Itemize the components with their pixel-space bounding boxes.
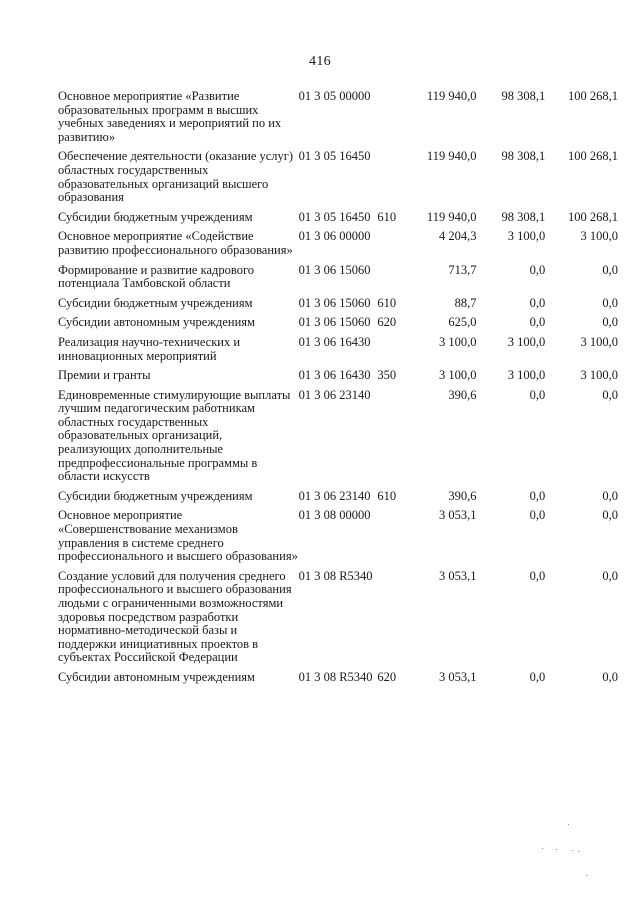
table-row (58, 90, 618, 150)
table-row (58, 211, 618, 231)
budget-table (58, 90, 618, 691)
row-amount-year2: 0,0 (529, 488, 546, 503)
row-code: 01 3 06 15060 (298, 315, 371, 330)
row-code: 01 3 08 R5340 (298, 568, 373, 583)
row-expense-type (377, 150, 399, 210)
row-amount-year3: 0,0 (602, 488, 618, 503)
row-amount-year1: 3 100,0 (438, 334, 477, 349)
row-code: 01 3 08 00000 (298, 508, 371, 523)
table-row (58, 509, 618, 569)
row-expense-type (377, 509, 399, 569)
row-code: 01 3 05 16450 (298, 209, 371, 224)
row-amount-year2: 98 308,1 (501, 149, 546, 164)
table-row (58, 671, 618, 691)
row-name: Создание условий для получения среднего профессионального и высшего образования людьми с ограниченными возможностями здоровья посредством разработки нормативно-методической базы и поддержки инициативных проектов в субъектах Российской Федерации (58, 568, 292, 665)
row-amount-year1: 3 053,1 (438, 669, 477, 684)
row-amount-year2: 3 100,0 (507, 229, 546, 244)
row-expense-type (377, 90, 399, 150)
row-amount-year3: 3 100,0 (580, 334, 618, 349)
row-amount-year3: 0,0 (602, 508, 618, 523)
row-code: 01 3 06 16430 (298, 334, 371, 349)
row-amount-year3: 100 268,1 (568, 209, 618, 224)
row-expense-type: 610 (377, 488, 397, 503)
row-amount-year1: 119 940,0 (426, 209, 477, 224)
row-amount-year3: 0,0 (602, 568, 618, 583)
table-row (58, 316, 618, 336)
row-name: Основное мероприятие «Совершенствование механизмов управления в системе среднего профессионального и высшего образования» (58, 508, 298, 564)
row-code: 01 3 05 16450 (298, 149, 371, 164)
row-amount-year1: 713,7 (448, 262, 477, 277)
table-row (58, 297, 618, 317)
row-amount-year1: 4 204,3 (438, 229, 477, 244)
row-code: 01 3 06 15060 (298, 295, 371, 310)
row-amount-year2: 3 100,0 (507, 368, 546, 383)
table-row (58, 230, 618, 263)
table-body (58, 90, 618, 691)
row-amount-year2: 0,0 (529, 669, 546, 684)
row-name: Реализация научно-технических и инновационных мероприятий (58, 334, 241, 363)
row-code: 01 3 06 15060 (298, 262, 371, 277)
row-name: Единовременные стимулирующие выплаты лучшим педагогическим работникам областных государственных образовательных организаций, реализующих дополнительные предпрофессиональные программы в области искусств (58, 387, 291, 484)
row-amount-year2: 98 308,1 (501, 209, 546, 224)
row-amount-year2: 98 308,1 (501, 89, 546, 103)
row-amount-year1: 119 940,0 (426, 89, 477, 103)
row-amount-year3: 100 268,1 (568, 89, 618, 103)
row-expense-type (377, 230, 399, 263)
row-name: Формирование и развитие кадрового потенциала Тамбовской области (58, 262, 255, 291)
row-amount-year1: 3 100,0 (438, 368, 477, 383)
row-name: Субсидии автономным учреждениям (58, 669, 255, 684)
row-amount-year1: 119 940,0 (426, 149, 477, 164)
row-expense-type (377, 264, 399, 297)
row-expense-type: 610 (377, 295, 397, 310)
row-code: 01 3 06 00000 (298, 229, 371, 244)
scan-specks (520, 820, 600, 890)
row-expense-type (377, 389, 399, 490)
row-amount-year3: 0,0 (602, 295, 618, 310)
row-name: Субсидии автономным учреждениям (58, 315, 255, 330)
row-amount-year2: 0,0 (529, 568, 546, 583)
row-name: Субсидии бюджетным учреждениям (58, 295, 253, 310)
row-amount-year1: 88,7 (454, 295, 477, 310)
row-amount-year1: 3 053,1 (438, 508, 477, 523)
row-amount-year3: 0,0 (602, 387, 618, 402)
row-code: 01 3 06 23140 (298, 488, 371, 503)
row-amount-year3: 3 100,0 (580, 229, 618, 244)
table-row (58, 570, 618, 671)
row-expense-type: 610 (377, 209, 397, 224)
row-expense-type: 620 (377, 315, 397, 330)
row-amount-year2: 0,0 (529, 262, 546, 277)
row-amount-year2: 0,0 (529, 315, 546, 330)
row-name: Обеспечение деятельности (оказание услуг) областных государственных образовательных организаций высшего образования (58, 149, 294, 205)
table-row (58, 336, 618, 369)
row-code: 01 3 05 00000 (298, 89, 371, 103)
table-row (58, 389, 618, 490)
row-code: 01 3 08 R5340 (298, 669, 373, 684)
row-amount-year1: 390,6 (448, 488, 477, 503)
table-row (58, 490, 618, 510)
row-amount-year2: 3 100,0 (507, 334, 546, 349)
row-name: Основное мероприятие «Развитие образовательных программ в высших учебных заведениях и мероприятий по их развитию» (58, 89, 282, 144)
row-name: Премии и гранты (58, 368, 151, 383)
row-code: 01 3 06 23140 (298, 387, 371, 402)
table-row (58, 369, 618, 389)
row-name: Основное мероприятие «Содействие развитию профессионального образования» (58, 229, 293, 257)
row-expense-type: 350 (377, 368, 397, 383)
row-amount-year2: 0,0 (529, 295, 546, 310)
row-amount-year1: 390,6 (448, 387, 477, 402)
table-row (58, 264, 618, 297)
row-amount-year3: 0,0 (602, 262, 618, 277)
row-expense-type (377, 336, 399, 369)
row-amount-year1: 625,0 (448, 315, 477, 330)
row-code: 01 3 06 16430 (298, 368, 371, 383)
row-expense-type (377, 570, 399, 671)
row-amount-year3: 100 268,1 (568, 149, 618, 164)
row-amount-year1: 3 053,1 (438, 568, 477, 583)
row-expense-type: 620 (377, 669, 397, 684)
row-amount-year3: 0,0 (602, 315, 618, 330)
row-name: Субсидии бюджетным учреждениям (58, 488, 253, 503)
table-row (58, 150, 618, 210)
row-amount-year2: 0,0 (529, 508, 546, 523)
row-amount-year2: 0,0 (529, 387, 546, 402)
row-name: Субсидии бюджетным учреждениям (58, 209, 253, 224)
row-amount-year3: 3 100,0 (580, 368, 618, 383)
row-amount-year3: 0,0 (602, 669, 618, 684)
page-number: 416 (309, 54, 331, 69)
